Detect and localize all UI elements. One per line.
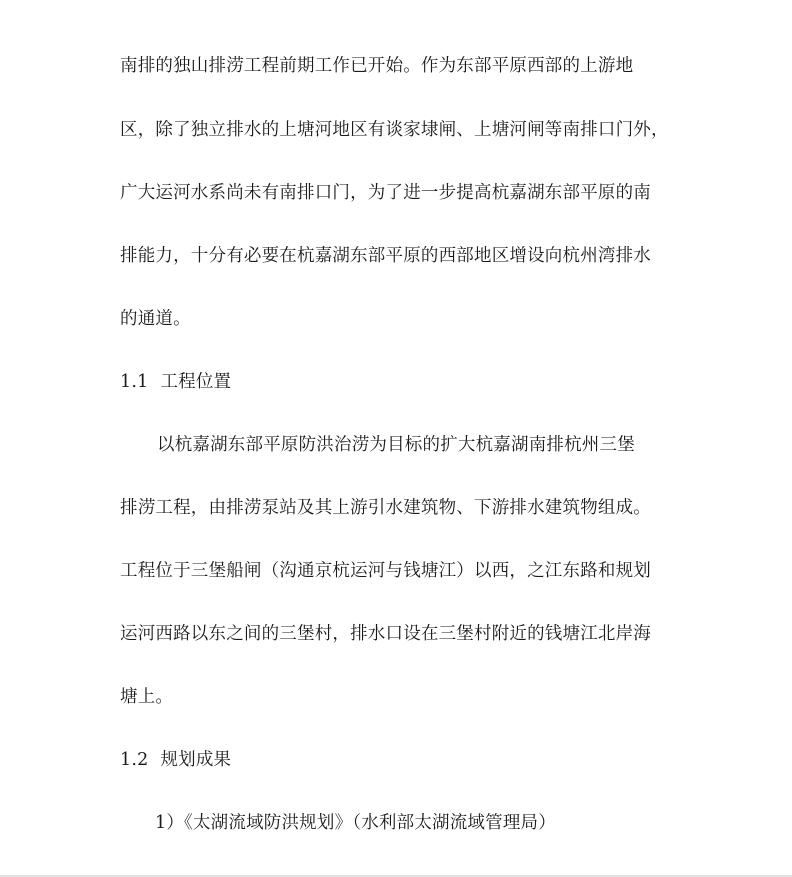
section-title: 工程位置 — [160, 372, 232, 392]
paragraph-1-line-2: 区，除了独立排水的上塘河地区有谈家埭闸、上塘河闸等南排口门外， — [120, 120, 669, 140]
paragraph-2-line-2: 排涝工程，由排涝泵站及其上游引水建筑物、下游排水建筑物组成。 — [120, 498, 651, 518]
paragraph-1-line-4: 排能力，十分有必要在杭嘉湖东部平原的西部地区增设向杭州湾排水 — [120, 246, 651, 266]
paragraph-1-line-1: 南排的独山排涝工程前期工作已开始。作为东部平原西部的上游地 — [120, 56, 634, 76]
section-number: 1.2 — [120, 750, 149, 770]
paragraph-2-line-4: 运河西路以东之间的三堡村，排水口设在三堡村附近的钱塘江北岸海 — [120, 624, 651, 644]
paragraph-1-line-5: 的通道。 — [120, 309, 191, 329]
section-heading-1-2 — [120, 749, 231, 771]
section-number: 1.1 — [120, 372, 149, 392]
section-title: 规划成果 — [160, 750, 232, 770]
list-item: 1）《太湖流域防洪规划》（水利部太湖流域管理局） — [155, 813, 556, 833]
section-heading-1-1 — [120, 371, 231, 393]
paragraph-1-line-3: 广大运河水系尚未有南排口门，为了进一步提高杭嘉湖东部平原的南 — [120, 183, 651, 203]
paragraph-2-line-1: 以杭嘉湖东部平原防洪治涝为目标的扩大杭嘉湖南排杭州三堡 — [157, 435, 635, 455]
paragraph-2-line-5: 塘上。 — [120, 687, 174, 707]
paragraph-2-line-3: 工程位于三堡船闸（沟通京杭运河与钱塘江）以西，之江东路和规划 — [120, 561, 651, 581]
